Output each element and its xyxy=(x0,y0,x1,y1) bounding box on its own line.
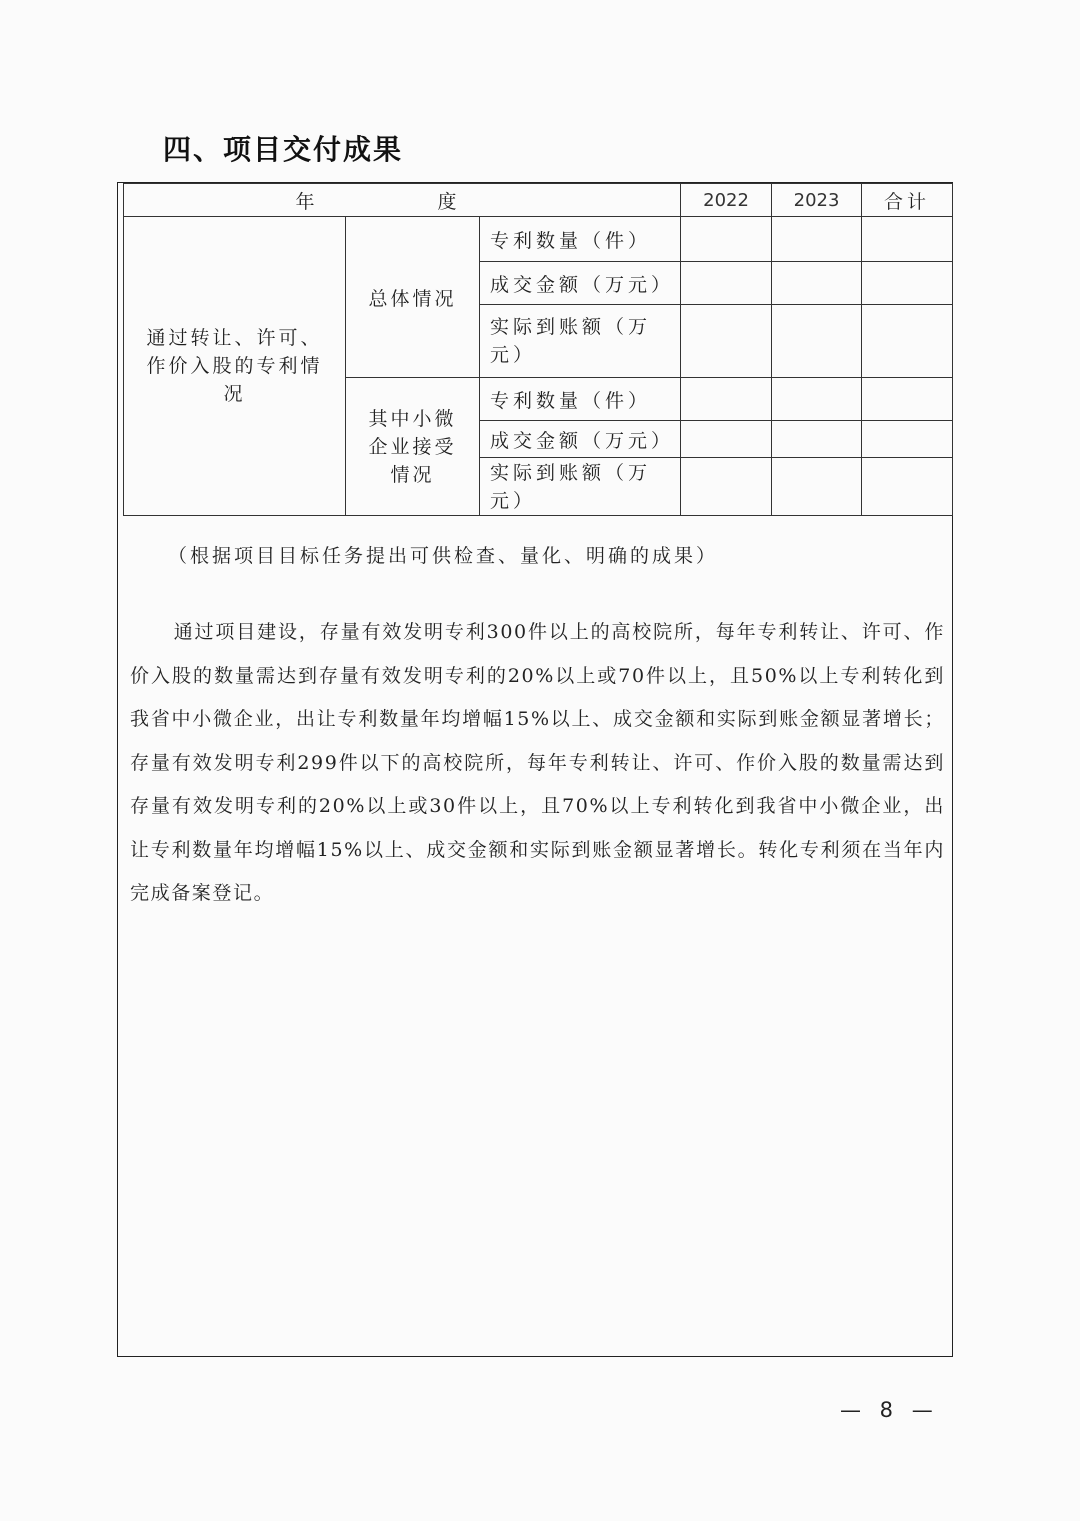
data-cell xyxy=(772,217,862,262)
subgroup-label-overall: 总体情况 xyxy=(346,217,480,378)
data-cell xyxy=(772,421,862,458)
metric-label: 成交金额（万元） xyxy=(480,262,681,305)
subgroup-label-small-micro: 其中小微企业接受情况 xyxy=(346,378,480,516)
data-cell xyxy=(772,305,862,378)
metric-label: 专利数量（件） xyxy=(480,378,681,421)
section-title: 四、项目交付成果 xyxy=(163,133,404,166)
results-paragraph: 通过项目建设，存量有效发明专利300件以上的高校院所，每年专利转让、许可、作价入股的数量需达到存量有效发明专利的20%以上或70件以上，且50%以上专利转化到我省中小微企业，出让专利数量年均增幅15%以上、成交金额和实际到账金额显著增长；存量有效发明专利299件以下的高校院所，每年专利转让、许可、作价入股的数量需达到存量有效发明专利的20%以上或30件以上，且70%以上专利转化到我省中小微企业，出让专利数量年均增幅15%以上、成交金额和实际到账金额显著增长。转化专利须在当年内完成备案登记。 xyxy=(130,621,945,904)
data-cell xyxy=(772,378,862,421)
metric-label: 成交金额（万元） xyxy=(480,421,681,458)
row-group-label: 通过转让、许可、作价入股的专利情况 xyxy=(124,217,346,516)
data-cell xyxy=(862,305,953,378)
data-cell xyxy=(772,458,862,516)
header-total: 合计 xyxy=(862,184,953,217)
data-cell xyxy=(862,217,953,262)
data-cell xyxy=(862,378,953,421)
data-cell xyxy=(862,458,953,516)
header-year-label: 年 度 xyxy=(124,184,681,217)
metric-label: 实际到账额（万元） xyxy=(480,305,681,378)
data-cell xyxy=(862,421,953,458)
page-number: — 8 — xyxy=(840,1398,939,1422)
metric-label: 实际到账额（万元） xyxy=(480,458,681,516)
data-cell xyxy=(681,421,772,458)
results-table xyxy=(123,183,953,516)
table-row xyxy=(124,217,953,262)
header-year-2023: 2023 xyxy=(772,184,862,217)
data-cell xyxy=(862,262,953,305)
data-cell xyxy=(681,217,772,262)
instruction-hint: （根据项目目标任务提出可供检查、量化、明确的成果） xyxy=(168,545,719,567)
data-cell xyxy=(681,378,772,421)
data-cell xyxy=(681,305,772,378)
table-header-row xyxy=(124,184,953,217)
data-cell xyxy=(681,458,772,516)
data-cell xyxy=(681,262,772,305)
metric-label: 专利数量（件） xyxy=(480,217,681,262)
data-cell xyxy=(772,262,862,305)
header-year-2022: 2022 xyxy=(681,184,772,217)
